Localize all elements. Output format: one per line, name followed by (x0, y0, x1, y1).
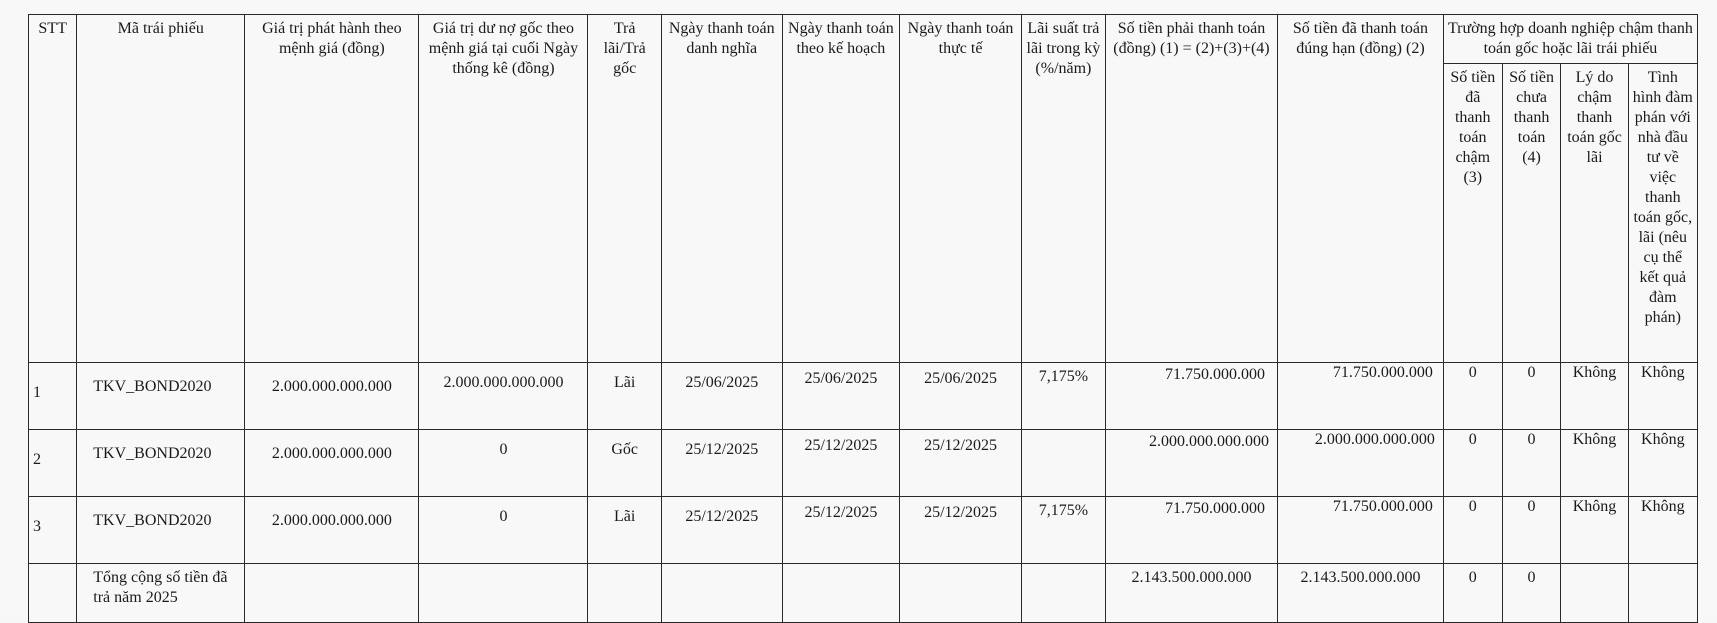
cell-late-paid: 0 (1443, 363, 1502, 430)
cell-bond-code: TKV_BOND2020 (77, 430, 245, 497)
cell-outstanding: 0 (419, 430, 588, 497)
header-outstanding: Giá trị dư nợ gốc theo mệnh giá tại cuối Ngày thống kê (đồng) (419, 15, 588, 363)
header-row (29, 15, 1698, 64)
header-late-group: Trường hợp doanh nghiệp chậm thanh toán gốc hoặc lãi trái phiếu (1443, 15, 1697, 64)
cell-unpaid: 0 (1502, 363, 1561, 430)
cell-empty (1561, 564, 1628, 623)
cell-late-reason: Không (1561, 430, 1628, 497)
cell-planned-date: 25/12/2025 (782, 497, 900, 564)
cell-empty (661, 564, 782, 623)
cell-empty (588, 564, 661, 623)
header-bond-code: Mã trái phiếu (77, 15, 245, 363)
cell-pay-type: Lãi (588, 363, 661, 430)
cell-amount-due: 71.750.000.000 (1105, 363, 1277, 430)
cell-unpaid: 0 (1502, 497, 1561, 564)
cell-late-reason: Không (1561, 363, 1628, 430)
header-amount-due: Số tiền phải thanh toán (đồng) (1) = (2)+(3)+(4) (1105, 15, 1277, 363)
cell-amount-paid: 71.750.000.000 (1278, 363, 1444, 430)
cell-amount-due: 2.000.000.000.000 (1105, 430, 1277, 497)
cell-late-paid: 0 (1443, 430, 1502, 497)
cell-stt: 1 (29, 363, 77, 430)
cell-empty (1021, 564, 1105, 623)
total-row (29, 564, 1698, 623)
cell-unpaid: 0 (1502, 430, 1561, 497)
table-row (29, 497, 1698, 564)
cell-amount-due: 71.750.000.000 (1105, 497, 1277, 564)
cell-issue-value: 2.000.000.000.000 (245, 430, 419, 497)
table-row (29, 363, 1698, 430)
total-amount-paid: 2.143.500.000.000 (1278, 564, 1444, 623)
cell-empty (245, 564, 419, 623)
header-planned-date: Ngày thanh toán theo kế hoạch (782, 15, 900, 363)
cell-amount-paid: 2.000.000.000.000 (1278, 430, 1444, 497)
cell-stt: 2 (29, 430, 77, 497)
cell-issue-value: 2.000.000.000.000 (245, 497, 419, 564)
cell-empty (900, 564, 1022, 623)
header-pay-type: Trả lãi/Trả gốc (588, 15, 661, 363)
cell-negotiation: Không (1628, 363, 1697, 430)
header-late-paid: Số tiền đã thanh toán chậm (3) (1443, 64, 1502, 363)
cell-outstanding: 2.000.000.000.000 (419, 363, 588, 430)
total-late-paid: 0 (1443, 564, 1502, 623)
cell-late-reason: Không (1561, 497, 1628, 564)
cell-bond-code: TKV_BOND2020 (77, 363, 245, 430)
header-late-reason: Lý do chậm thanh toán gốc lãi (1561, 64, 1628, 363)
cell-negotiation: Không (1628, 430, 1697, 497)
header-rate: Lãi suất trả lãi trong kỳ (%/năm) (1021, 15, 1105, 363)
cell-bond-code: TKV_BOND2020 (77, 497, 245, 564)
cell-amount-paid: 71.750.000.000 (1278, 497, 1444, 564)
cell-empty (1628, 564, 1697, 623)
total-unpaid: 0 (1502, 564, 1561, 623)
header-issue-value: Giá trị phát hành theo mệnh giá (đồng) (245, 15, 419, 363)
bond-payment-table (28, 14, 1698, 623)
cell-rate: 7,175% (1021, 497, 1105, 564)
cell-negotiation: Không (1628, 497, 1697, 564)
cell-late-paid: 0 (1443, 497, 1502, 564)
header-nominal-date: Ngày thanh toán danh nghĩa (661, 15, 782, 363)
cell-actual-date: 25/12/2025 (900, 497, 1022, 564)
total-label: Tổng cộng số tiền đã trả năm 2025 (77, 564, 245, 623)
header-unpaid: Số tiền chưa thanh toán (4) (1502, 64, 1561, 363)
table-row (29, 430, 1698, 497)
header-actual-date: Ngày thanh toán thực tế (900, 15, 1022, 363)
cell-stt-empty (29, 564, 77, 623)
cell-nominal-date: 25/12/2025 (661, 497, 782, 564)
header-amount-paid: Số tiền đã thanh toán đúng hạn (đồng) (2) (1278, 15, 1444, 363)
cell-empty (419, 564, 588, 623)
cell-pay-type: Lãi (588, 497, 661, 564)
cell-pay-type: Gốc (588, 430, 661, 497)
cell-stt: 3 (29, 497, 77, 564)
cell-empty (782, 564, 900, 623)
cell-nominal-date: 25/12/2025 (661, 430, 782, 497)
cell-actual-date: 25/12/2025 (900, 430, 1022, 497)
cell-issue-value: 2.000.000.000.000 (245, 363, 419, 430)
cell-planned-date: 25/06/2025 (782, 363, 900, 430)
cell-actual-date: 25/06/2025 (900, 363, 1022, 430)
cell-planned-date: 25/12/2025 (782, 430, 900, 497)
total-amount-due: 2.143.500.000.000 (1105, 564, 1277, 623)
header-negotiation: Tình hình đàm phán với nhà đầu tư về việc thanh toán gốc, lãi (nêu cụ thể kết quả đàm phán) (1628, 64, 1697, 363)
header-stt: STT (29, 15, 77, 363)
cell-outstanding: 0 (419, 497, 588, 564)
cell-rate: 7,175% (1021, 363, 1105, 430)
cell-nominal-date: 25/06/2025 (661, 363, 782, 430)
cell-rate (1021, 430, 1105, 497)
